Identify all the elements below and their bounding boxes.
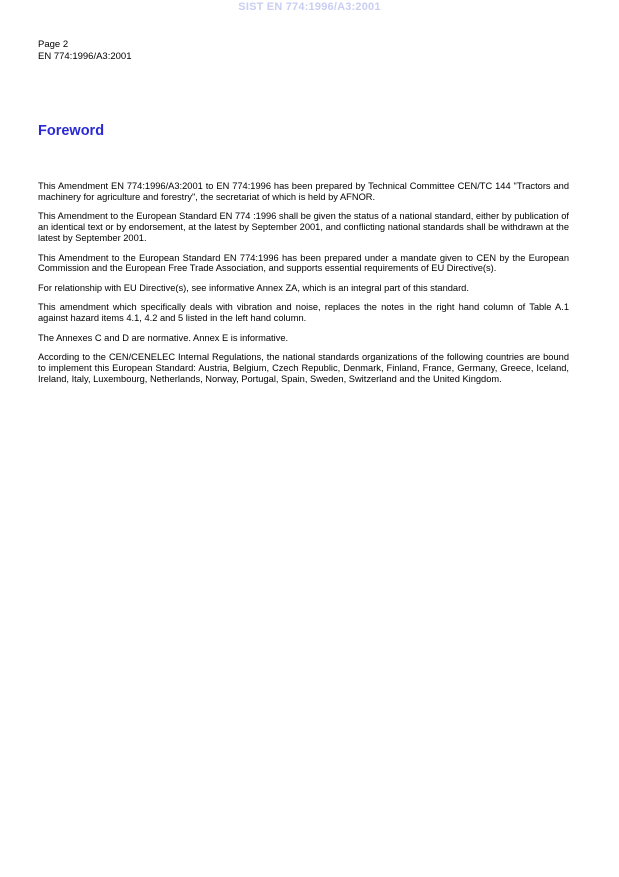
foreword-paragraph: For relationship with EU Directive(s), see informative Annex ZA, which is an integral part of this standard.	[38, 282, 469, 293]
foreword-paragraph: This amendment which specifically deals with vibration and noise, replaces the notes in the right hand column of Table A.1 against hazard items 4.1, 4.2 and 5 listed in the left hand column.	[38, 302, 569, 324]
foreword-body	[38, 181, 569, 393]
foreword-paragraph: This Amendment to the European Standard EN 774 :1996 shall be given the status of a national standard, either by publication of an identical text or by endorsement, at the latest by September 2001, and conflicting national standards shall be withdrawn at the latest by September 2001.	[38, 211, 569, 244]
foreword-paragraph: The Annexes C and D are normative. Annex E is informative.	[38, 332, 289, 343]
page-number: Page 2	[38, 39, 69, 50]
watermark-text: SIST EN 774:1996/A3:2001	[238, 1, 381, 13]
foreword-paragraph: According to the CEN/CENELEC Internal Regulations, the national standards organizations of the following countries are bound to implement this European Standard: Austria, Belgium, Czech Republic, Denmark, Finland, France, Germany, Greece, Iceland, Ireland, Italy, Luxembourg, Netherlands, Norway, Portugal, Spain, Sweden, Switzerland and the United Kingdom.	[38, 351, 569, 384]
foreword-paragraph: This Amendment to the European Standard EN 774:1996 has been prepared under a mandate given to CEN by the European Commission and the European Free Trade Association, and supports essential requirements of EU Directive(s).	[38, 252, 569, 274]
foreword-paragraph: This Amendment EN 774:1996/A3:2001 to EN 774:1996 has been prepared by Technical Committee CEN/TC 144 "Tractors and machinery for agriculture and forestry", the secretariat of which is held by AFNOR.	[38, 181, 569, 202]
foreword-title: Foreword	[38, 123, 105, 139]
page-header	[38, 39, 132, 62]
document-id: EN 774:1996/A3:2001	[38, 50, 132, 62]
